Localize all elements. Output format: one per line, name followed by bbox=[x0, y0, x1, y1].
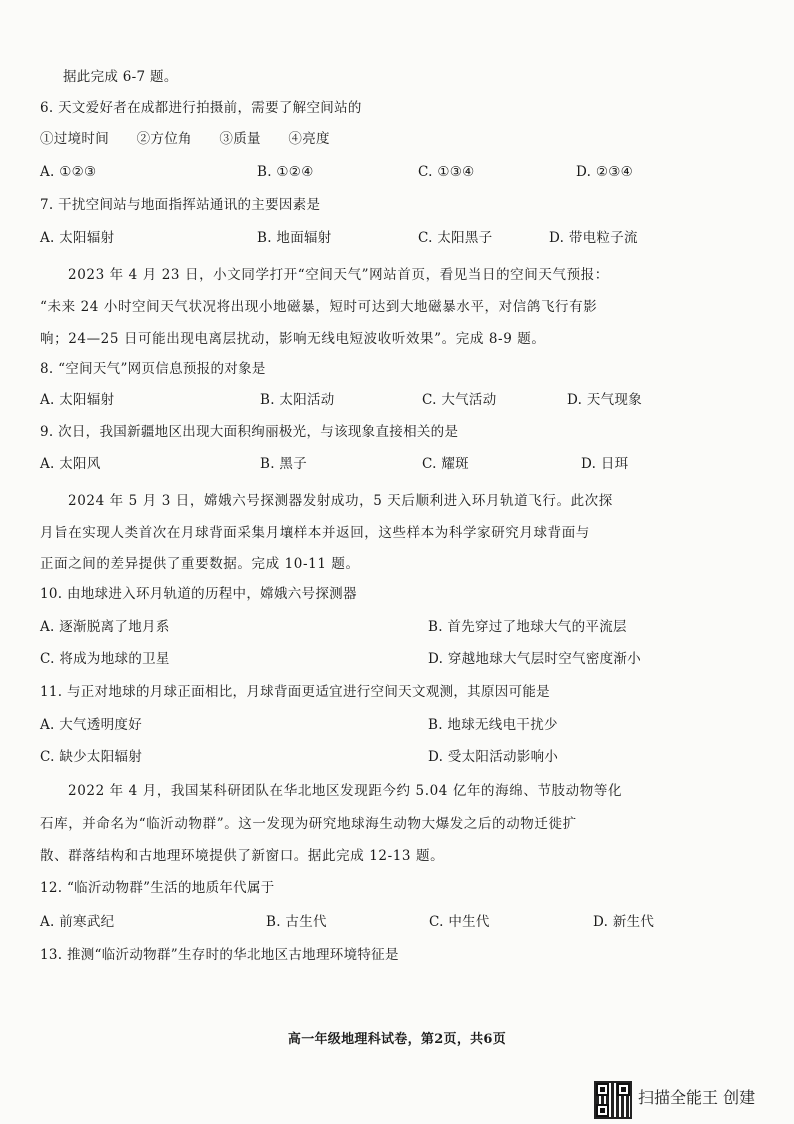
question-8-option-c: C. 大气活动 bbox=[422, 392, 497, 408]
question-10-option-d: D. 穿越地球大气层时空气密度渐小 bbox=[428, 651, 642, 667]
question-9-option-b: B. 黑子 bbox=[260, 456, 308, 472]
question-9-stem: 9. 次日，我国新疆地区出现大面积绚丽极光，与该现象直接相关的是 bbox=[40, 424, 459, 440]
question-8-option-a: A. 太阳辐射 bbox=[40, 392, 115, 408]
passage-3-line-1: 2022 年 4 月，我国某科研团队在华北地区发现距今约 5.04 亿年的海绵、节肢动物等化 bbox=[68, 783, 623, 799]
question-7-option-d: D. 带电粒子流 bbox=[549, 230, 638, 246]
question-11-option-d: D. 受太阳活动影响小 bbox=[428, 749, 559, 765]
question-6-option-d: D. ②③④ bbox=[576, 164, 634, 180]
question-6-option-a: A. ①②③ bbox=[40, 164, 97, 180]
question-10-option-a: A. 逐渐脱离了地月系 bbox=[40, 619, 170, 635]
question-8-option-b: B. 太阳活动 bbox=[260, 392, 335, 408]
intro-line: 据此完成 6-7 题。 bbox=[63, 69, 178, 85]
question-9-option-c: C. 耀斑 bbox=[422, 456, 469, 472]
page-footer: 高一年级地理科试卷，第2页，共6页 bbox=[287, 1032, 507, 1047]
passage-1-line-1: 2023 年 4 月 23 日，小文同学打开“空间天气”网站首页，看见当日的空间天气预报： bbox=[68, 267, 609, 283]
passage-2-line-3: 正面之间的差异提供了重要数据。完成 10-11 题。 bbox=[40, 556, 360, 572]
question-13-stem: 13. 推测“临沂动物群”生存时的华北地区古地理环境特征是 bbox=[40, 947, 399, 963]
passage-2-line-1: 2024 年 5 月 3 日，嫦娥六号探测器发射成功，5 天后顺利进入环月轨道飞行。此次探 bbox=[68, 493, 613, 509]
passage-3-line-3: 散、群落结构和古地理环境提供了新窗口。据此完成 12-13 题。 bbox=[40, 848, 445, 864]
question-6-option-c: C. ①③④ bbox=[418, 164, 475, 180]
question-10-option-b: B. 首先穿过了地球大气的平流层 bbox=[428, 619, 627, 635]
question-7-stem: 7. 干扰空间站与地面指挥站通讯的主要因素是 bbox=[40, 197, 321, 213]
question-7-option-b: B. 地面辐射 bbox=[257, 230, 332, 246]
question-6-items: ①过境时间 ②方位角 ③质量 ④亮度 bbox=[40, 131, 330, 147]
question-12-option-a: A. 前寒武纪 bbox=[40, 914, 115, 930]
passage-1-line-2: “未来 24 小时空间天气状况将出现小地磁暴，短时可达到大地磁暴水平，对信鸽飞行有影 bbox=[40, 299, 598, 315]
question-10-option-c: C. 将成为地球的卫星 bbox=[40, 651, 170, 667]
question-7-option-a: A. 太阳辐射 bbox=[40, 230, 115, 246]
passage-2-line-2: 月旨在实现人类首次在月球背面采集月壤样本并返回，这些样本为科学家研究月球背面与 bbox=[40, 525, 590, 541]
qr-code-icon bbox=[596, 1083, 630, 1117]
question-12-stem: 12. “临沂动物群”生活的地质年代属于 bbox=[40, 880, 275, 896]
question-6-stem: 6. 天文爱好者在成都进行拍摄前，需要了解空间站的 bbox=[40, 100, 362, 116]
passage-3-line-2: 石库，并命名为“临沂动物群”。这一发现为研究地球海生动物大爆发之后的动物迁徙扩 bbox=[40, 816, 577, 832]
question-8-stem: 8. “空间天气”网页信息预报的对象是 bbox=[40, 361, 266, 377]
question-9-option-a: A. 太阳风 bbox=[40, 456, 101, 472]
question-7-option-c: C. 太阳黑子 bbox=[418, 230, 493, 246]
scanner-watermark-label: 扫描全能王 创建 bbox=[638, 1088, 756, 1107]
question-12-option-b: B. 古生代 bbox=[266, 914, 327, 930]
question-12-option-c: C. 中生代 bbox=[429, 914, 490, 930]
question-11-option-a: A. 大气透明度好 bbox=[40, 717, 143, 733]
question-8-option-d: D. 天气现象 bbox=[567, 392, 643, 408]
question-9-option-d: D. 日珥 bbox=[581, 456, 629, 472]
question-6-option-b: B. ①②④ bbox=[257, 164, 314, 180]
question-11-stem: 11. 与正对地球的月球正面相比，月球背面更适宜进行空间天文观测，其原因可能是 bbox=[40, 684, 550, 700]
question-12-option-d: D. 新生代 bbox=[593, 914, 655, 930]
passage-1-line-3: 响；24—25 日可能出现电离层扰动，影响无线电短波收听效果”。完成 8-9 题。 bbox=[40, 331, 546, 347]
question-11-option-c: C. 缺少太阳辐射 bbox=[40, 749, 143, 765]
question-11-option-b: B. 地球无线电干扰少 bbox=[428, 717, 558, 733]
question-10-stem: 10. 由地球进入环月轨道的历程中，嫦娥六号探测器 bbox=[40, 586, 357, 602]
